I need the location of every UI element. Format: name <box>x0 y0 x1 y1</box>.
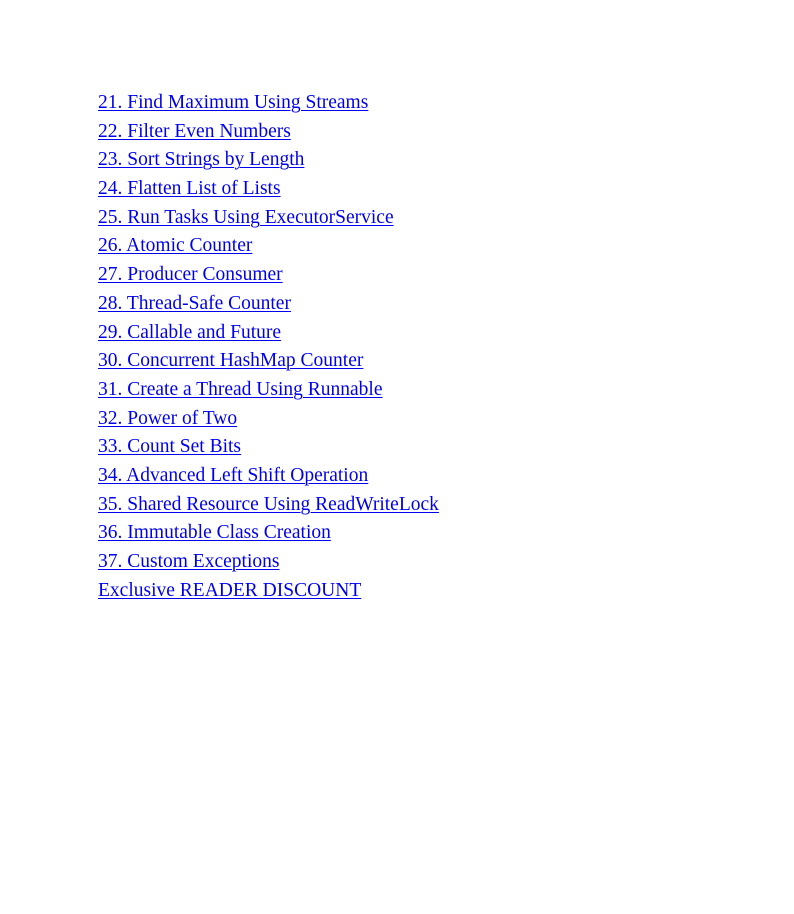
toc-link-create-thread-using-runnable[interactable]: 31. Create a Thread Using Runnable <box>98 378 383 400</box>
toc-entry <box>98 491 439 520</box>
toc-entry <box>98 376 439 405</box>
toc-link-exclusive-reader-discount[interactable]: Exclusive READER DISCOUNT <box>98 579 362 601</box>
toc-link-custom-exceptions[interactable]: 37. Custom Exceptions <box>98 551 280 572</box>
toc-link-concurrent-hashmap-counter[interactable]: 30. Concurrent HashMap Counter <box>98 350 364 372</box>
toc-entry <box>98 232 439 261</box>
toc-entry <box>98 175 439 204</box>
toc-entry <box>98 319 439 348</box>
toc-link-advanced-left-shift-operation[interactable]: 34. Advanced Left Shift Operation <box>98 464 369 486</box>
toc-entry <box>98 462 439 491</box>
toc-link-shared-resource-readwritelock[interactable]: 35. Shared Resource Using ReadWriteLock <box>98 493 439 515</box>
toc-link-run-tasks-using-executorservice[interactable]: 25. Run Tasks Using ExecutorService <box>98 206 394 228</box>
toc-entry <box>98 347 439 376</box>
toc-entry <box>98 118 439 147</box>
toc-entry <box>98 405 439 434</box>
toc-link-count-set-bits[interactable]: 33. Count Set Bits <box>98 436 242 458</box>
toc-link-producer-consumer[interactable]: 27. Producer Consumer <box>98 264 283 286</box>
toc-entry <box>98 146 439 175</box>
toc-link-immutable-class-creation[interactable]: 36. Immutable Class Creation <box>98 522 331 544</box>
toc-link-atomic-counter[interactable]: 26. Atomic Counter <box>98 235 253 257</box>
toc-entry <box>98 261 439 290</box>
toc-entry <box>98 290 439 319</box>
toc-link-thread-safe-counter[interactable]: 28. Thread-Safe Counter <box>98 292 291 314</box>
toc-entry <box>98 204 439 233</box>
toc-link-find-maximum-using-streams[interactable]: 21. Find Maximum Using Streams <box>98 92 369 113</box>
table-of-contents <box>98 89 439 605</box>
toc-link-sort-strings-by-length[interactable]: 23. Sort Strings by Length <box>98 149 305 171</box>
toc-entry <box>98 89 439 118</box>
toc-link-filter-even-numbers[interactable]: 22. Filter Even Numbers <box>98 120 291 142</box>
toc-entry <box>98 548 439 577</box>
toc-link-callable-and-future[interactable]: 29. Callable and Future <box>98 321 282 343</box>
toc-entry <box>98 433 439 462</box>
toc-link-flatten-list-of-lists[interactable]: 24. Flatten List of Lists <box>98 178 281 200</box>
toc-entry <box>98 519 439 548</box>
toc-link-power-of-two[interactable]: 32. Power of Two <box>98 407 238 429</box>
toc-entry <box>98 577 439 606</box>
